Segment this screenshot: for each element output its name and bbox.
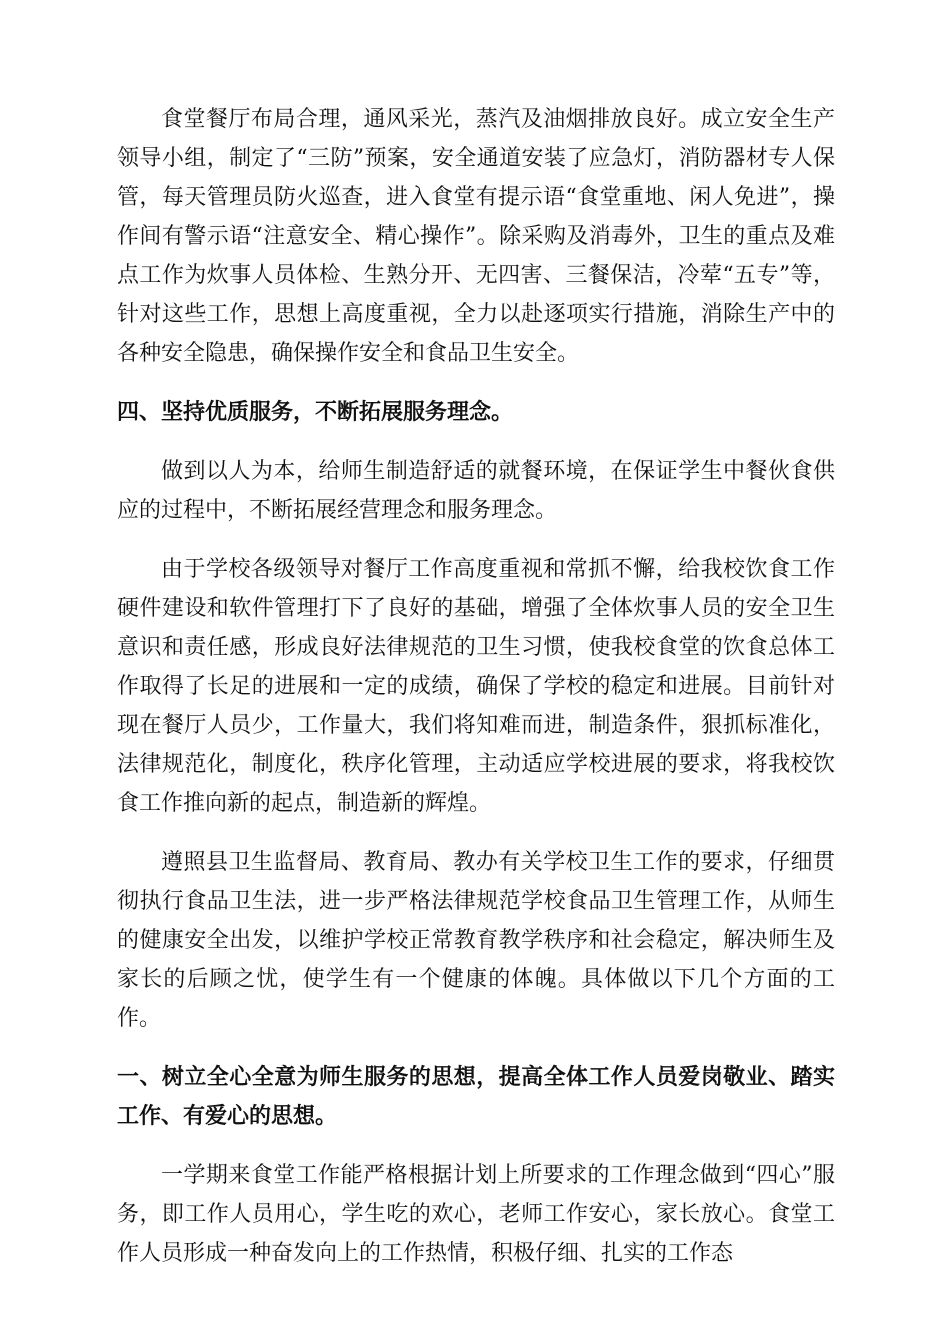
paragraph-leadership-support: 由于学校各级领导对餐厅工作高度重视和常抓不懈，给我校饮食工作硬件建设和软件管理打下了良好的基础，增强了全体炊事人员的安全卫生意识和责任感，形成良好法律规范的卫生习惯，使我校食堂的饮食总体工作取得了长足的进展和一定的成绩，确保了学校的稳定和进展。目前针对现在餐厅人员少，工作量大，我们将知难而进，制造条件，狠抓标准化，法律规范化，制度化，秩序化管理，主动适应学校进展的要求，将我校饮食工作推向新的起点，制造新的辉煌。 — [117, 557, 835, 816]
paragraph-four-hearts-service: 一学期来食堂工作能严格根据计划上所要求的工作理念做到“四心”服务，即工作人员用心，学生吃的欢心，老师工作安心，家长放心。食堂工作人员形成一种奋发向上的工作热情，积极仔细、扎实的工作态 — [117, 1163, 835, 1266]
paragraph-gap — [117, 1136, 835, 1156]
paragraph-cafeteria-safety: 食堂餐厅布局合理，通风采光，蒸汽及油烟排放良好。成立安全生产领导小组，制定了“三防”预案，安全通道安装了应急灯，消防器材专人保管，每天管理员防火巡查，进入食堂有提示语“食堂重地、闲人免进”，操作间有警示语“注意安全、精心操作”。除采购及消毒外，卫生的重点及难点工作为炊事人员体检、生熟分开、无四害、三餐保洁，冷荤“五专”等，针对这些工作，思想上高度重视，全力以赴逐项实行措施，消除生产中的各种安全隐患，确保操作安全和食品卫生安全。 — [117, 107, 835, 366]
section-heading-service-mindset: 一、树立全心全意为师生服务的思想，提高全体工作人员爱岗敬业、踏实工作、有爱心的思想。 — [117, 1065, 835, 1129]
paragraph-gap — [117, 1038, 835, 1058]
paragraph-health-regulations: 遵照县卫生监督局、教育局、教办有关学校卫生工作的要求，仔细贯彻执行食品卫生法，进一步严格法律规范学校食品卫生管理工作，从师生的健康安全出发，以维护学校正常教育教学秩序和社会稳定，解决师生及家长的后顾之忧，使学生有一个健康的体魄。具体做以下几个方面的工作。 — [117, 850, 835, 1031]
section-heading-quality-service: 四、坚持优质服务，不断拓展服务理念。 — [117, 400, 514, 425]
paragraph-gap — [117, 432, 835, 452]
paragraph-gap — [117, 823, 835, 843]
document-page — [117, 100, 835, 1273]
paragraph-gap — [117, 530, 835, 550]
paragraph-gap — [117, 373, 835, 393]
paragraph-people-oriented: 做到以人为本，给师生制造舒适的就餐环境，在保证学生中餐伙食供应的过程中，不断拓展经营理念和服务理念。 — [117, 459, 835, 523]
